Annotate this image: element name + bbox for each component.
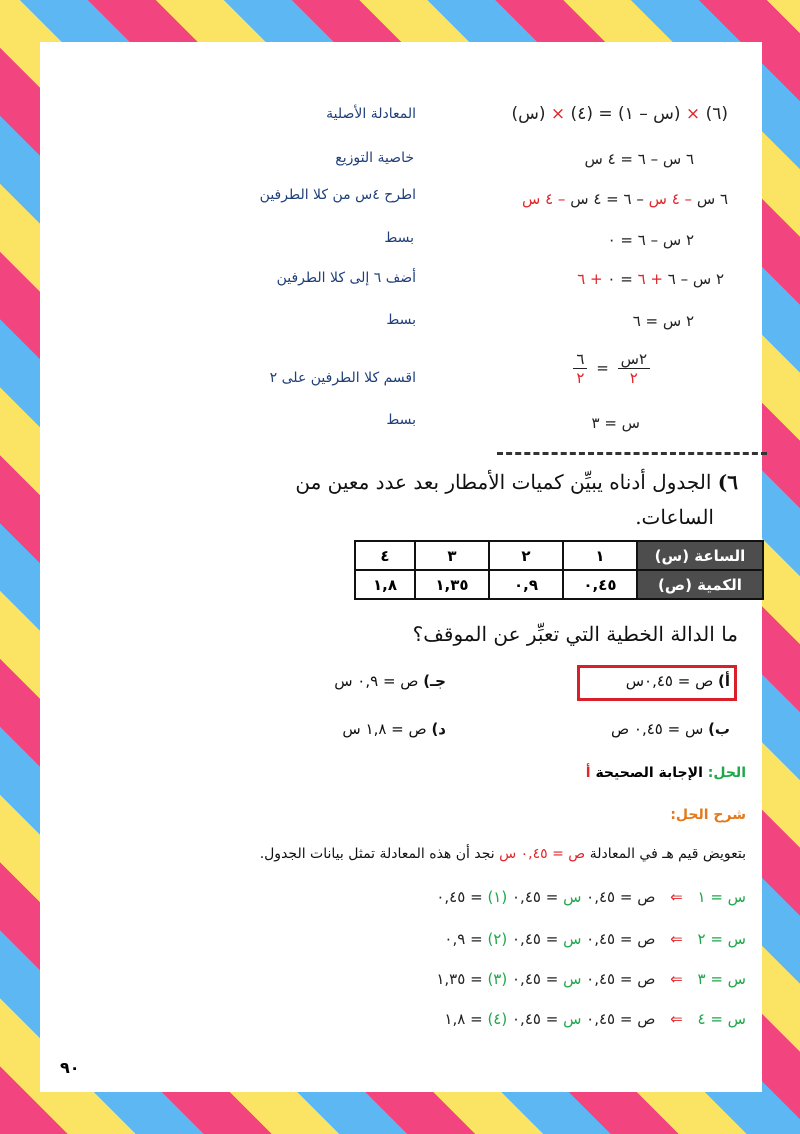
sub-variable: س — [563, 930, 582, 948]
substitution-row-2 — [444, 930, 746, 948]
fraction-left-denominator: ٢ — [629, 369, 638, 387]
choice-a-letter: أ) — [718, 672, 730, 690]
choice-a-text: ص = ٠,٤٥س — [625, 672, 714, 690]
equation-add — [577, 270, 724, 288]
choice-a[interactable] — [626, 672, 730, 690]
substitution-row-3 — [436, 970, 746, 988]
implies-arrow-icon: ⇐ — [670, 970, 683, 988]
sub-paren-value: (٤) — [487, 1010, 508, 1028]
eq3-4x: ٤ س — [570, 190, 602, 208]
eq3-minus-6-equals: – ٦ = — [606, 190, 644, 208]
table-cell: ١ — [563, 541, 637, 570]
sub-result: = ٠,٩ — [444, 930, 483, 948]
sub-coefficient: = ٠,٤٥ — [512, 930, 559, 948]
table-cell: ١,٣٥ — [415, 570, 489, 599]
sub-variable: س — [563, 1010, 582, 1028]
sub-result: = ١,٨ — [444, 1010, 483, 1028]
eq1-term-6: (٦) — [705, 104, 728, 124]
sub-variable: س — [563, 888, 582, 906]
fraction-right-denominator: ٢ — [576, 369, 585, 387]
table-cell: ٤ — [355, 541, 415, 570]
sub-x-value: س = ٤ — [697, 1010, 746, 1028]
question-number: ٦) — [717, 470, 738, 494]
step-label-8: بسط — [386, 412, 416, 428]
step-label-2: خاصية التوزيع — [335, 150, 414, 166]
sub-equation: ص = ٠,٤٥ — [586, 930, 656, 948]
choice-d-letter: د) — [431, 720, 446, 738]
equation-simplify-2: ٢ س = ٦ — [632, 312, 694, 330]
step-label-5: أضف ٦ إلى كلا الطرفين — [276, 270, 416, 286]
table-cell: ٣ — [415, 541, 489, 570]
solution-line — [586, 765, 746, 781]
choice-d-text: ص = ١,٨ س — [342, 720, 427, 738]
equation-final: س = ٣ — [591, 414, 640, 432]
question-prompt: ما الدالة الخطية التي تعبِّر عن الموقف؟ — [412, 622, 738, 646]
eq5-plus-6-left: + ٦ — [637, 270, 663, 288]
eq1-term-x-minus-1: (س – ١) — [618, 104, 681, 124]
sub-paren-value: (١) — [487, 888, 508, 906]
sub-equation: ص = ٠,٤٥ — [586, 888, 656, 906]
implies-arrow-icon: ⇐ — [670, 1010, 683, 1028]
table-row — [355, 541, 763, 570]
fraction-right — [573, 350, 587, 387]
explanation-label: شرح الحل: — [670, 807, 746, 823]
choice-b[interactable] — [611, 720, 730, 738]
implies-arrow-icon: ⇐ — [670, 930, 683, 948]
eq1-term-x: (س) — [511, 104, 546, 124]
table-header-hours: الساعة (س) — [637, 541, 763, 570]
table-cell: ٠,٩ — [489, 570, 563, 599]
eq3-6x: ٦ س — [696, 190, 728, 208]
step-label-7: اقسم كلا الطرفين على ٢ — [269, 370, 416, 386]
sub-result: = ٠,٤٥ — [436, 888, 483, 906]
question-line-2: الساعات. — [635, 505, 714, 529]
fraction-equals: = — [596, 359, 609, 377]
sub-x-value: س = ١ — [697, 888, 746, 906]
step-label-1: المعادلة الأصلية — [326, 106, 416, 122]
table-cell: ٠,٤٥ — [563, 570, 637, 599]
equation-original — [511, 104, 728, 124]
eq5-plus-6-right: + ٦ — [577, 270, 603, 288]
fraction-right-numerator: ٦ — [573, 350, 587, 369]
question-text-1: الجدول أدناه يبيِّن كميات الأمطار بعد عدد معين من — [295, 470, 712, 494]
solution-answer: الإجابة الصحيحة — [595, 765, 703, 781]
table-header-amount: الكمية (ص) — [637, 570, 763, 599]
equation-divide — [573, 350, 650, 387]
table-row — [355, 570, 763, 599]
table-cell: ١,٨ — [355, 570, 415, 599]
substitution-row-4 — [444, 1010, 746, 1028]
sub-coefficient: = ٠,٤٥ — [512, 1010, 559, 1028]
table-cell: ٢ — [489, 541, 563, 570]
sub-result: = ١,٣٥ — [436, 970, 483, 988]
fraction-left-numerator: ٢س — [618, 350, 650, 369]
explanation-equation: ص = ٠,٤٥ س — [499, 846, 586, 862]
explanation-text — [260, 846, 746, 862]
eq5-lhs: ٢ س – ٦ — [667, 270, 724, 288]
eq1-times-2: × — [550, 104, 566, 124]
sub-coefficient: = ٠,٤٥ — [512, 888, 559, 906]
rain-table — [354, 540, 764, 600]
substitution-row-1 — [436, 888, 746, 906]
choice-b-letter: ب) — [708, 720, 730, 738]
dashed-divider — [497, 452, 767, 455]
choice-c-text: ص = ٠,٩ س — [334, 672, 419, 690]
eq3-minus-4x-left: – ٤ س — [648, 190, 693, 208]
explanation-part-1: بتعويض قيم هـ في المعادلة — [589, 846, 746, 862]
eq1-term-4: (٤) — [570, 104, 593, 124]
eq1-equals: = — [598, 104, 613, 124]
step-label-6: بسط — [386, 312, 416, 328]
step-label-3: اطرح ٤س من كلا الطرفين — [259, 187, 416, 203]
equation-distribute: ٦ س – ٦ = ٤ س — [584, 150, 694, 168]
fraction-left — [618, 350, 650, 387]
eq1-times-1: × — [685, 104, 701, 124]
explanation-part-2: نجد أن هذه المعادلة تمثل بيانات الجدول. — [259, 846, 495, 862]
implies-arrow-icon: ⇐ — [670, 888, 683, 906]
choice-c-letter: جـ) — [423, 672, 446, 690]
sub-x-value: س = ٣ — [697, 970, 746, 988]
question-line-1 — [295, 470, 738, 494]
solution-answer-letter: أ — [585, 765, 591, 781]
solution-label: الحل: — [707, 765, 746, 781]
choice-d[interactable] — [342, 720, 446, 738]
choice-c[interactable] — [334, 672, 446, 690]
eq3-minus-4x-right: – ٤ س — [522, 190, 566, 208]
step-label-4: بسط — [384, 230, 414, 246]
page-number: ٩٠ — [60, 1058, 80, 1077]
sub-variable: س — [563, 970, 582, 988]
sub-paren-value: (٣) — [487, 970, 508, 988]
sub-paren-value: (٢) — [487, 930, 508, 948]
sub-x-value: س = ٢ — [697, 930, 746, 948]
sub-coefficient: = ٠,٤٥ — [512, 970, 559, 988]
sub-equation: ص = ٠,٤٥ — [586, 1010, 656, 1028]
choice-b-text: س = ٠,٤٥ ص — [611, 720, 704, 738]
eq5-equals-0: = ٠ — [607, 270, 633, 288]
sub-equation: ص = ٠,٤٥ — [586, 970, 656, 988]
equation-simplify-1: ٢ س – ٦ = ٠ — [607, 231, 694, 249]
equation-subtract — [522, 190, 728, 208]
